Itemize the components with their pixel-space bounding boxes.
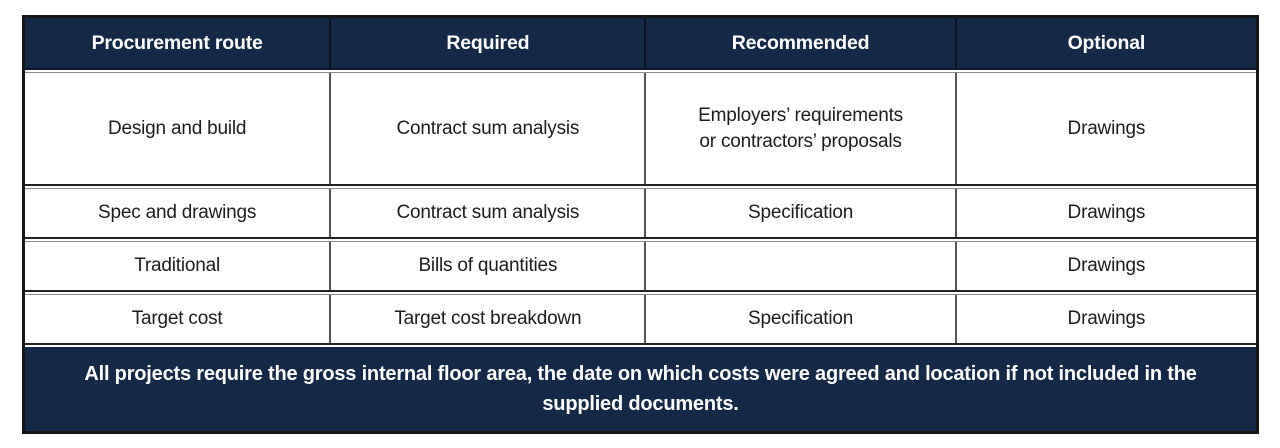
cell-text: Specification <box>748 202 854 224</box>
table-cell <box>646 73 956 184</box>
table-cell <box>957 242 1256 290</box>
table-cell <box>25 73 331 184</box>
table-row <box>25 72 1256 186</box>
table-cell <box>957 73 1256 184</box>
table-cell <box>331 242 646 290</box>
cell-text: Bills of quantities <box>418 255 558 277</box>
table-cell <box>25 189 331 237</box>
table-cell <box>646 189 956 237</box>
cell-text: Drawings <box>1067 117 1146 139</box>
table-cell <box>331 73 646 184</box>
table-cell <box>25 295 331 343</box>
cell-text: Specification <box>748 308 854 330</box>
table-cell <box>646 295 956 343</box>
table-row <box>25 188 1256 239</box>
cell-text: Drawings <box>1067 202 1146 224</box>
footer-note-text: All projects require the gross internal floor area, the date on which costs were agreed and location if not included in the supplied documents. <box>84 363 1197 415</box>
cell-text: Target cost <box>131 308 223 330</box>
cell-text: Traditional <box>134 255 221 277</box>
table-header-row <box>25 18 1256 70</box>
cell-text: Contract sum analysis <box>396 202 580 224</box>
table-cell <box>957 295 1256 343</box>
cell-text: Spec and drawings <box>98 202 257 224</box>
table-cell <box>331 189 646 237</box>
table-cell-empty <box>646 242 956 290</box>
table-cell <box>957 189 1256 237</box>
cell-text: Design and build <box>107 117 247 139</box>
column-header-optional: Optional <box>1067 31 1146 54</box>
column-header-recommended: Recommended <box>646 18 956 68</box>
table-cell <box>331 295 646 343</box>
table-row <box>25 294 1256 345</box>
table-footer-note-bar <box>25 347 1256 431</box>
column-header-required: Required <box>331 18 646 68</box>
cell-text: Employers’ requirements or contractors’ proposals <box>698 104 903 152</box>
table-row <box>25 241 1256 292</box>
cell-text: Contract sum analysis <box>396 117 580 139</box>
procurement-table <box>22 15 1259 434</box>
cell-text: Drawings <box>1067 308 1146 330</box>
cell-text: Target cost breakdown <box>394 308 582 330</box>
cell-text: Drawings <box>1067 255 1146 277</box>
column-header-procurement-route: Procurement route <box>25 18 331 68</box>
table-cell <box>25 242 331 290</box>
